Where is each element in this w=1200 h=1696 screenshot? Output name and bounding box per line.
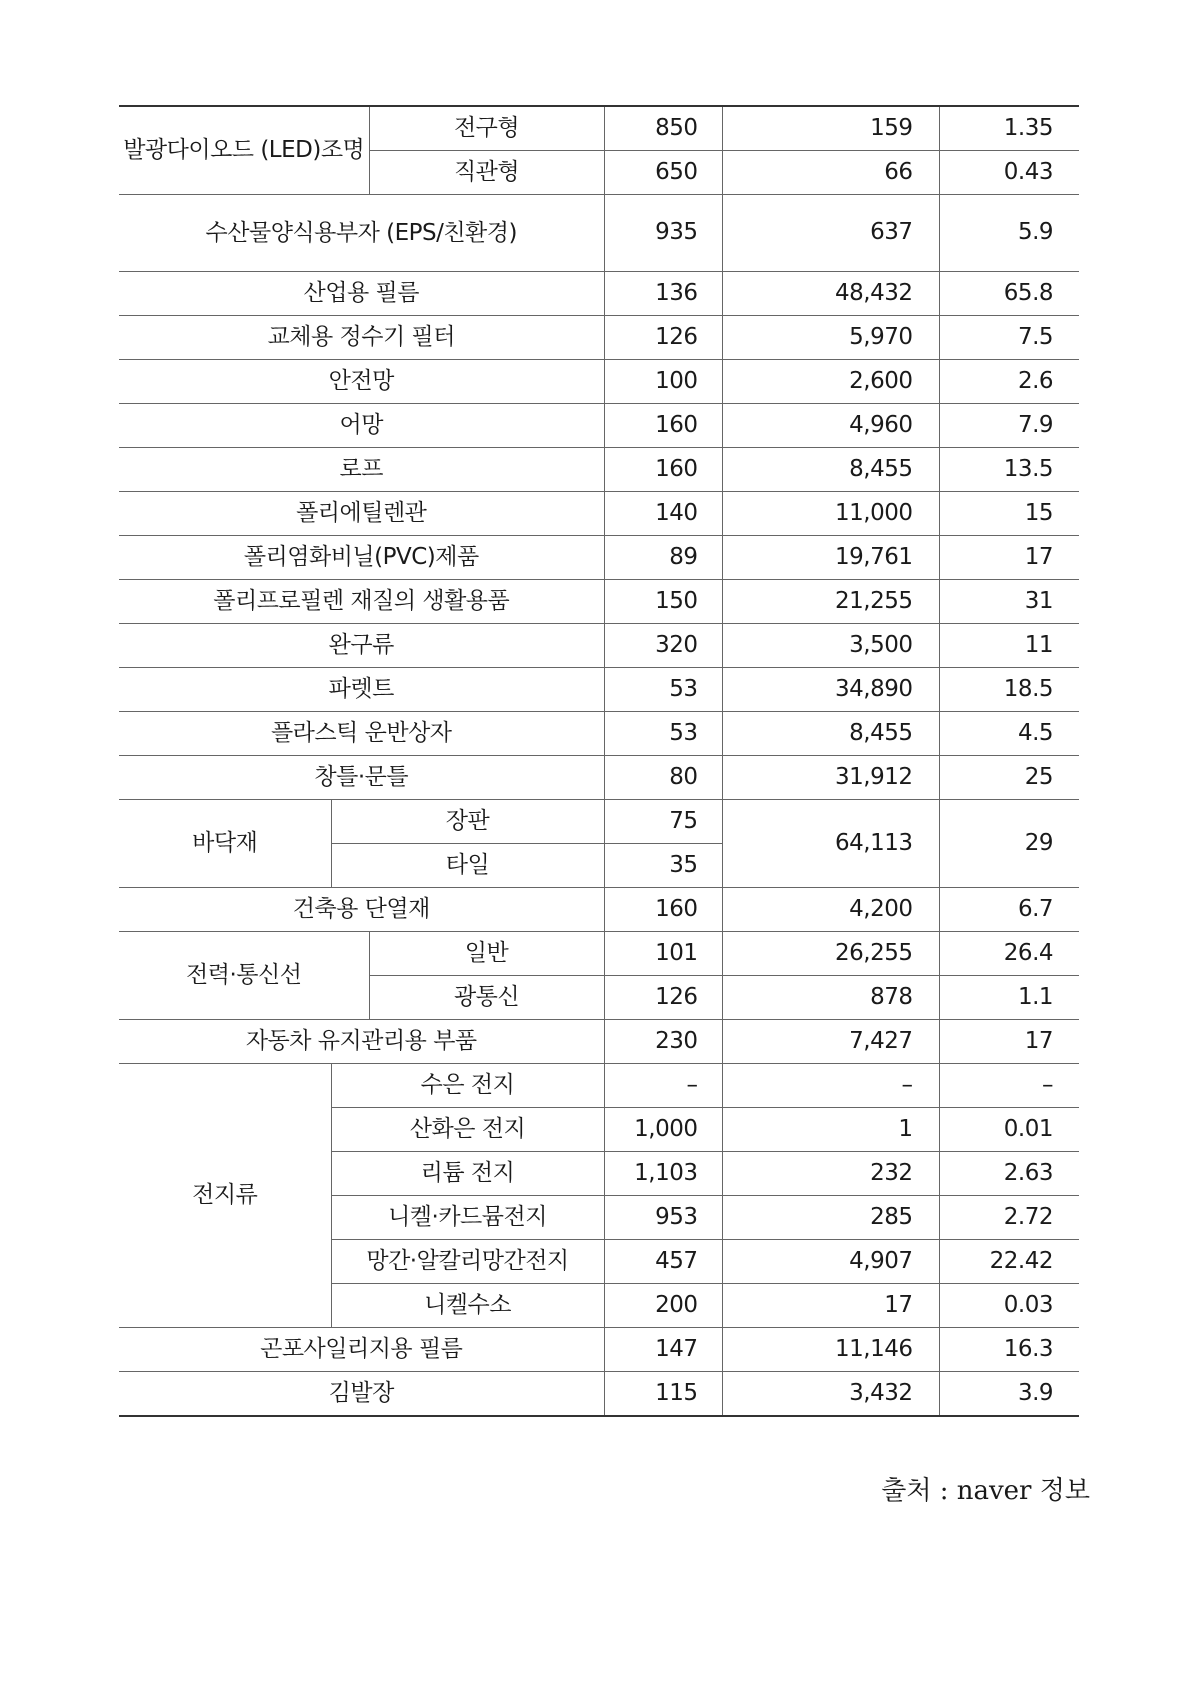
source-note: 출처 : naver 정보 xyxy=(881,1476,1090,1506)
cell-c5: 7.5 xyxy=(939,316,1079,360)
cell-c4: 8,455 xyxy=(722,712,939,756)
cell-c4: 11,000 xyxy=(722,492,939,536)
group-label-battery: 전지류 xyxy=(119,1064,331,1328)
table-row xyxy=(119,1328,1079,1372)
table-row xyxy=(119,1064,1079,1108)
cell-c3: 935 xyxy=(604,195,722,272)
cell-c5: 22.42 xyxy=(939,1240,1079,1284)
row-label: 창틀·문틀 xyxy=(119,756,604,800)
row-label: 폴리프로필렌 재질의 생활용품 xyxy=(119,580,604,624)
row-label: 완구류 xyxy=(119,624,604,668)
cell-c5: 65.8 xyxy=(939,272,1079,316)
cell-c3: 160 xyxy=(604,888,722,932)
cell-c3: 1,103 xyxy=(604,1152,722,1196)
table-row xyxy=(119,1372,1079,1417)
table-row xyxy=(119,195,1079,272)
cell-c3: 101 xyxy=(604,932,722,976)
cell-c3: 35 xyxy=(604,844,722,888)
cell-c5: 31 xyxy=(939,580,1079,624)
row-label: 장판 xyxy=(331,800,604,844)
row-label: 파렛트 xyxy=(119,668,604,712)
cell-c3: 140 xyxy=(604,492,722,536)
table-row xyxy=(119,580,1079,624)
cell-c3: 126 xyxy=(604,316,722,360)
cell-c4: 3,432 xyxy=(722,1372,939,1417)
cell-c4: 4,907 xyxy=(722,1240,939,1284)
cell-c5: 5.9 xyxy=(939,195,1079,272)
cell-c3: 89 xyxy=(604,536,722,580)
cell-c5: 6.7 xyxy=(939,888,1079,932)
cell-c3: 953 xyxy=(604,1196,722,1240)
table-row xyxy=(119,932,1079,976)
row-label: 폴리에틸렌관 xyxy=(119,492,604,536)
row-label: 폴리염화비닐(PVC)제품 xyxy=(119,536,604,580)
cell-c4: 159 xyxy=(722,106,939,151)
table-row xyxy=(119,404,1079,448)
row-label: 산업용 필름 xyxy=(119,272,604,316)
cell-c5: 2.72 xyxy=(939,1196,1079,1240)
row-label: 수산물양식용부자 (EPS/친환경) xyxy=(119,195,604,272)
cell-c4: 11,146 xyxy=(722,1328,939,1372)
cell-c3: 115 xyxy=(604,1372,722,1417)
row-label: 건축용 단열재 xyxy=(119,888,604,932)
cell-c5: 0.01 xyxy=(939,1108,1079,1152)
cell-c5: 1.35 xyxy=(939,106,1079,151)
cell-c4: 31,912 xyxy=(722,756,939,800)
cell-c4: 878 xyxy=(722,976,939,1020)
table-row xyxy=(119,360,1079,404)
cell-c3: 100 xyxy=(604,360,722,404)
group-label-cable: 전력·통신선 xyxy=(119,932,369,1020)
cell-c5: 2.6 xyxy=(939,360,1079,404)
group-label-floor: 바닥재 xyxy=(119,800,331,888)
cell-c3: 160 xyxy=(604,448,722,492)
cell-c5: 0.43 xyxy=(939,151,1079,195)
cell-c5: 1.1 xyxy=(939,976,1079,1020)
cell-c3: 147 xyxy=(604,1328,722,1372)
cell-c4: 2,600 xyxy=(722,360,939,404)
cell-c4: 19,761 xyxy=(722,536,939,580)
table-row xyxy=(119,106,1079,151)
row-label: 리튬 전지 xyxy=(331,1152,604,1196)
cell-c3: 1,000 xyxy=(604,1108,722,1152)
table-row xyxy=(119,668,1079,712)
cell-c3: 150 xyxy=(604,580,722,624)
cell-c4: 66 xyxy=(722,151,939,195)
cell-c5: 7.9 xyxy=(939,404,1079,448)
row-label: 니켈·카드뮴전지 xyxy=(331,1196,604,1240)
cell-c4: 3,500 xyxy=(722,624,939,668)
cell-c5: – xyxy=(939,1064,1079,1108)
cell-c3: 650 xyxy=(604,151,722,195)
cell-c4: 1 xyxy=(722,1108,939,1152)
cell-c5: 29 xyxy=(939,800,1079,888)
cell-c4: 4,960 xyxy=(722,404,939,448)
row-label: 교체용 정수기 필터 xyxy=(119,316,604,360)
cell-c4: – xyxy=(722,1064,939,1108)
row-label: 직관형 xyxy=(369,151,604,195)
cell-c3: 80 xyxy=(604,756,722,800)
group-label-led: 발광다이오드 (LED)조명 xyxy=(119,106,369,195)
cell-c5: 11 xyxy=(939,624,1079,668)
cell-c5: 0.03 xyxy=(939,1284,1079,1328)
row-label: 망간·알칼리망간전지 xyxy=(331,1240,604,1284)
row-label: 수은 전지 xyxy=(331,1064,604,1108)
cell-c3: 136 xyxy=(604,272,722,316)
cell-c5: 17 xyxy=(939,1020,1079,1064)
cell-c4: 26,255 xyxy=(722,932,939,976)
cell-c5: 25 xyxy=(939,756,1079,800)
cell-c5: 18.5 xyxy=(939,668,1079,712)
table-row xyxy=(119,316,1079,360)
cell-c5: 16.3 xyxy=(939,1328,1079,1372)
table-row xyxy=(119,448,1079,492)
row-label: 어망 xyxy=(119,404,604,448)
cell-c5: 4.5 xyxy=(939,712,1079,756)
cell-c4: 48,432 xyxy=(722,272,939,316)
table-row xyxy=(119,1020,1079,1064)
cell-c3: 230 xyxy=(604,1020,722,1064)
cell-c3: 200 xyxy=(604,1284,722,1328)
cell-c5: 17 xyxy=(939,536,1079,580)
table-row xyxy=(119,800,1079,844)
row-label: 산화은 전지 xyxy=(331,1108,604,1152)
table-row xyxy=(119,888,1079,932)
row-label: 광통신 xyxy=(369,976,604,1020)
cell-c4: 17 xyxy=(722,1284,939,1328)
cell-c3: 75 xyxy=(604,800,722,844)
row-label: 플라스틱 운반상자 xyxy=(119,712,604,756)
cell-c4: 34,890 xyxy=(722,668,939,712)
cell-c3: 457 xyxy=(604,1240,722,1284)
table-row xyxy=(119,272,1079,316)
cell-c4: 5,970 xyxy=(722,316,939,360)
data-table xyxy=(119,105,1079,1417)
cell-c3: 126 xyxy=(604,976,722,1020)
cell-c4: 64,113 xyxy=(722,800,939,888)
cell-c4: 285 xyxy=(722,1196,939,1240)
table-row xyxy=(119,492,1079,536)
cell-c4: 21,255 xyxy=(722,580,939,624)
row-label: 로프 xyxy=(119,448,604,492)
row-label: 일반 xyxy=(369,932,604,976)
row-label: 타일 xyxy=(331,844,604,888)
cell-c3: 850 xyxy=(604,106,722,151)
row-label: 전구형 xyxy=(369,106,604,151)
cell-c3: 160 xyxy=(604,404,722,448)
cell-c5: 3.9 xyxy=(939,1372,1079,1417)
row-label: 자동차 유지관리용 부품 xyxy=(119,1020,604,1064)
table-row xyxy=(119,624,1079,668)
table-row xyxy=(119,536,1079,580)
table-row xyxy=(119,712,1079,756)
cell-c3: 320 xyxy=(604,624,722,668)
cell-c4: 4,200 xyxy=(722,888,939,932)
cell-c4: 7,427 xyxy=(722,1020,939,1064)
cell-c3: – xyxy=(604,1064,722,1108)
cell-c5: 26.4 xyxy=(939,932,1079,976)
row-label: 니켈수소 xyxy=(331,1284,604,1328)
cell-c3: 53 xyxy=(604,712,722,756)
row-label: 안전망 xyxy=(119,360,604,404)
cell-c3: 53 xyxy=(604,668,722,712)
cell-c5: 13.5 xyxy=(939,448,1079,492)
row-label: 곤포사일리지용 필름 xyxy=(119,1328,604,1372)
row-label: 김발장 xyxy=(119,1372,604,1417)
cell-c4: 232 xyxy=(722,1152,939,1196)
cell-c5: 15 xyxy=(939,492,1079,536)
table-row xyxy=(119,756,1079,800)
cell-c5: 2.63 xyxy=(939,1152,1079,1196)
cell-c4: 8,455 xyxy=(722,448,939,492)
cell-c4: 637 xyxy=(722,195,939,272)
